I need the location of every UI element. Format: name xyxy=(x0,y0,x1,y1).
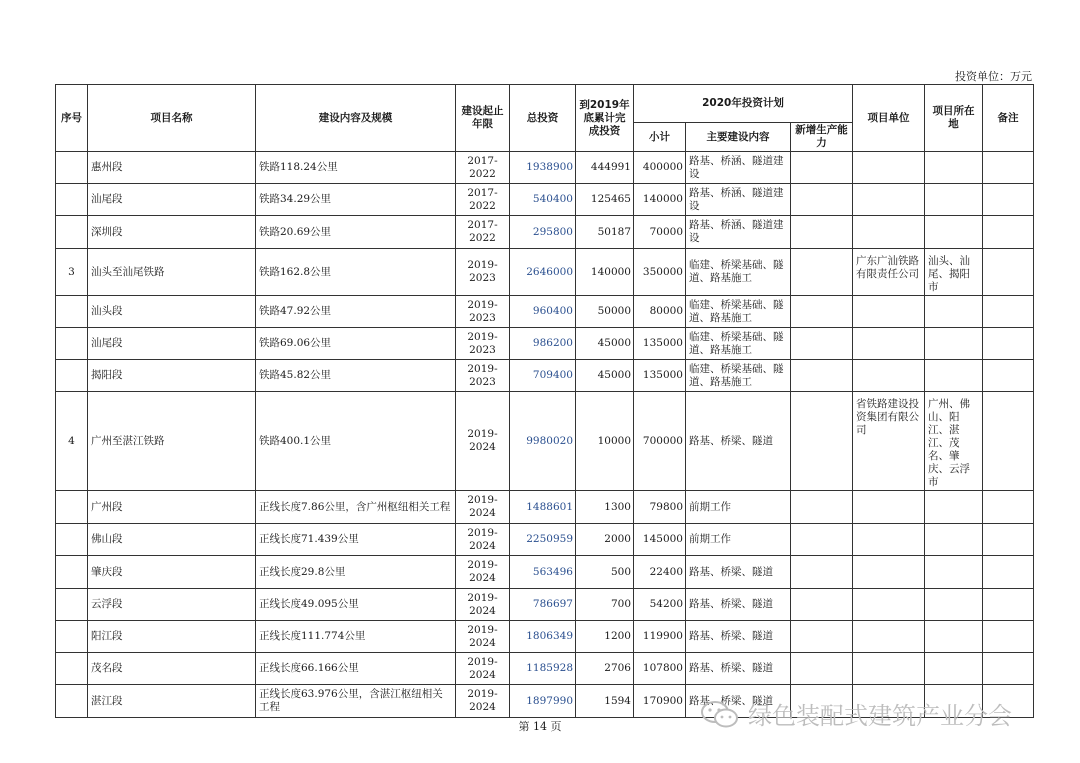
cell-subtotal: 135000 xyxy=(634,360,686,392)
cell-remark xyxy=(983,184,1034,216)
cell-main-content: 路基、桥梁、隧道 xyxy=(686,685,791,718)
cell-remark xyxy=(983,152,1034,184)
cell-seq xyxy=(56,621,88,653)
cell-years: 2019-2024 xyxy=(456,556,510,589)
cell-location xyxy=(925,296,983,328)
cell-unit xyxy=(853,621,925,653)
cell-total: 960400 xyxy=(510,296,576,328)
cell-years: 2019-2023 xyxy=(456,328,510,360)
cell-remark xyxy=(983,524,1034,556)
cell-name: 汕尾段 xyxy=(88,328,256,360)
cell-done: 45000 xyxy=(576,328,634,360)
cell-done: 45000 xyxy=(576,360,634,392)
investment-table-wrapper xyxy=(55,84,1034,718)
table-row xyxy=(56,328,1034,360)
cell-content: 铁路69.06公里 xyxy=(256,328,456,360)
header-content: 建设内容及规模 xyxy=(256,85,456,152)
cell-unit xyxy=(853,589,925,621)
cell-subtotal: 350000 xyxy=(634,249,686,296)
cell-location: 广州、佛山、阳江、湛江、茂名、肇庆、云浮市 xyxy=(925,392,983,491)
cell-subtotal: 54200 xyxy=(634,589,686,621)
cell-unit xyxy=(853,152,925,184)
wechat-icon xyxy=(700,699,740,729)
table-row xyxy=(56,556,1034,589)
cell-name: 云浮段 xyxy=(88,589,256,621)
cell-main-content: 路基、桥梁、隧道 xyxy=(686,392,791,491)
cell-content: 铁路118.24公里 xyxy=(256,152,456,184)
cell-content: 正线长度29.8公里 xyxy=(256,556,456,589)
table-row xyxy=(56,653,1034,685)
cell-done: 700 xyxy=(576,589,634,621)
cell-seq xyxy=(56,184,88,216)
cell-seq xyxy=(56,556,88,589)
cell-main-content: 前期工作 xyxy=(686,491,791,524)
header-subtotal: 小计 xyxy=(634,123,686,152)
cell-unit xyxy=(853,491,925,524)
cell-total: 2646000 xyxy=(510,249,576,296)
cell-subtotal: 700000 xyxy=(634,392,686,491)
cell-remark xyxy=(983,216,1034,249)
cell-main-content: 前期工作 xyxy=(686,524,791,556)
cell-subtotal: 119900 xyxy=(634,621,686,653)
cell-total: 1938900 xyxy=(510,152,576,184)
cell-capacity xyxy=(791,589,853,621)
cell-location xyxy=(925,589,983,621)
cell-unit xyxy=(853,524,925,556)
cell-name: 揭阳段 xyxy=(88,360,256,392)
cell-years: 2019-2023 xyxy=(456,360,510,392)
cell-content: 正线长度66.166公里 xyxy=(256,653,456,685)
cell-total: 1488601 xyxy=(510,491,576,524)
table-row xyxy=(56,216,1034,249)
table-row xyxy=(56,360,1034,392)
cell-content: 正线长度71.439公里 xyxy=(256,524,456,556)
cell-done: 1594 xyxy=(576,685,634,718)
table-row xyxy=(56,392,1034,491)
cell-subtotal: 135000 xyxy=(634,328,686,360)
cell-seq xyxy=(56,685,88,718)
table-row xyxy=(56,491,1034,524)
cell-remark xyxy=(983,491,1034,524)
header-main: 主要建设内容 xyxy=(686,123,791,152)
cell-done: 2000 xyxy=(576,524,634,556)
cell-capacity xyxy=(791,621,853,653)
cell-capacity xyxy=(791,392,853,491)
header-plan: 2020年投资计划 xyxy=(634,85,853,123)
cell-main-content: 临建、桥梁基础、隧道、路基施工 xyxy=(686,296,791,328)
watermark xyxy=(700,696,1012,731)
cell-subtotal: 107800 xyxy=(634,653,686,685)
cell-total: 1897990 xyxy=(510,685,576,718)
cell-name: 广州段 xyxy=(88,491,256,524)
header-location: 项目所在地 xyxy=(925,85,983,152)
cell-capacity xyxy=(791,556,853,589)
table-header xyxy=(56,85,1034,152)
cell-years: 2019-2024 xyxy=(456,685,510,718)
cell-capacity xyxy=(791,328,853,360)
cell-done: 10000 xyxy=(576,392,634,491)
cell-total: 563496 xyxy=(510,556,576,589)
cell-unit xyxy=(853,360,925,392)
table-body xyxy=(56,152,1034,718)
cell-main-content: 临建、桥梁基础、隧道、路基施工 xyxy=(686,328,791,360)
cell-content: 铁路47.92公里 xyxy=(256,296,456,328)
page-number: 第 14 页 xyxy=(518,720,562,733)
cell-capacity xyxy=(791,524,853,556)
cell-name: 肇庆段 xyxy=(88,556,256,589)
cell-remark xyxy=(983,621,1034,653)
cell-years: 2019-2023 xyxy=(456,249,510,296)
cell-name: 深圳段 xyxy=(88,216,256,249)
cell-total: 986200 xyxy=(510,328,576,360)
cell-capacity xyxy=(791,152,853,184)
cell-location xyxy=(925,328,983,360)
cell-seq xyxy=(56,589,88,621)
cell-content: 铁路20.69公里 xyxy=(256,216,456,249)
cell-unit xyxy=(853,653,925,685)
cell-years: 2019-2024 xyxy=(456,491,510,524)
cell-unit: 省铁路建设投资集团有限公司 xyxy=(853,392,925,491)
cell-capacity xyxy=(791,184,853,216)
cell-name: 汕尾段 xyxy=(88,184,256,216)
cell-capacity xyxy=(791,296,853,328)
cell-unit xyxy=(853,184,925,216)
table-row xyxy=(56,524,1034,556)
cell-done: 500 xyxy=(576,556,634,589)
cell-capacity xyxy=(791,249,853,296)
cell-unit xyxy=(853,556,925,589)
cell-remark xyxy=(983,328,1034,360)
cell-main-content: 路基、桥梁、隧道 xyxy=(686,589,791,621)
table-row xyxy=(56,152,1034,184)
cell-content: 铁路34.29公里 xyxy=(256,184,456,216)
cell-total: 2250959 xyxy=(510,524,576,556)
cell-name: 汕头段 xyxy=(88,296,256,328)
cell-total: 1806349 xyxy=(510,621,576,653)
cell-remark xyxy=(983,556,1034,589)
cell-seq: 4 xyxy=(56,392,88,491)
cell-name: 广州至湛江铁路 xyxy=(88,392,256,491)
cell-capacity xyxy=(791,360,853,392)
cell-seq xyxy=(56,328,88,360)
watermark-text: 绿色装配式建筑产业分会 xyxy=(748,702,1012,730)
cell-name: 阳江段 xyxy=(88,621,256,653)
cell-remark xyxy=(983,392,1034,491)
cell-content: 正线长度49.095公里 xyxy=(256,589,456,621)
cell-seq xyxy=(56,360,88,392)
cell-main-content: 路基、桥梁、隧道 xyxy=(686,621,791,653)
header-years: 建设起止年限 xyxy=(456,85,510,152)
cell-subtotal: 70000 xyxy=(634,216,686,249)
cell-years: 2019-2024 xyxy=(456,653,510,685)
cell-main-content: 临建、桥梁基础、隧道、路基施工 xyxy=(686,360,791,392)
cell-seq xyxy=(56,653,88,685)
cell-subtotal: 80000 xyxy=(634,296,686,328)
cell-total: 709400 xyxy=(510,360,576,392)
cell-seq xyxy=(56,216,88,249)
cell-subtotal: 140000 xyxy=(634,184,686,216)
table-row xyxy=(56,184,1034,216)
cell-capacity xyxy=(791,653,853,685)
cell-location xyxy=(925,556,983,589)
cell-content: 铁路45.82公里 xyxy=(256,360,456,392)
cell-content: 铁路400.1公里 xyxy=(256,392,456,491)
header-seq: 序号 xyxy=(56,85,88,152)
cell-content: 正线长度111.774公里 xyxy=(256,621,456,653)
cell-years: 2017-2022 xyxy=(456,184,510,216)
cell-total: 540400 xyxy=(510,184,576,216)
cell-location xyxy=(925,216,983,249)
cell-name: 汕头至汕尾铁路 xyxy=(88,249,256,296)
cell-remark xyxy=(983,589,1034,621)
cell-location xyxy=(925,653,983,685)
cell-years: 2019-2023 xyxy=(456,296,510,328)
table-row xyxy=(56,621,1034,653)
cell-subtotal: 79800 xyxy=(634,491,686,524)
table-row xyxy=(56,589,1034,621)
cell-total: 786697 xyxy=(510,589,576,621)
table-row xyxy=(56,249,1034,296)
cell-done: 50000 xyxy=(576,296,634,328)
cell-main-content: 临建、桥梁基础、隧道、路基施工 xyxy=(686,249,791,296)
cell-main-content: 路基、桥梁、隧道 xyxy=(686,653,791,685)
header-name: 项目名称 xyxy=(88,85,256,152)
cell-location xyxy=(925,152,983,184)
investment-unit-label: 投资单位：万元 xyxy=(955,70,1032,83)
investment-table xyxy=(55,84,1034,718)
cell-total: 9980020 xyxy=(510,392,576,491)
cell-years: 2019-2024 xyxy=(456,524,510,556)
header-capacity: 新增生产能力 xyxy=(791,123,853,152)
cell-main-content: 路基、桥涵、隧道建设 xyxy=(686,152,791,184)
cell-done: 1300 xyxy=(576,491,634,524)
cell-years: 2019-2024 xyxy=(456,621,510,653)
cell-name: 湛江段 xyxy=(88,685,256,718)
cell-name: 惠州段 xyxy=(88,152,256,184)
cell-location xyxy=(925,524,983,556)
cell-name: 茂名段 xyxy=(88,653,256,685)
cell-location xyxy=(925,621,983,653)
cell-seq xyxy=(56,491,88,524)
cell-content: 正线长度7.86公里，含广州枢纽相关工程 xyxy=(256,491,456,524)
cell-remark xyxy=(983,653,1034,685)
header-unit: 项目单位 xyxy=(853,85,925,152)
cell-remark xyxy=(983,360,1034,392)
cell-seq xyxy=(56,524,88,556)
cell-unit: 广东广汕铁路有限责任公司 xyxy=(853,249,925,296)
cell-unit xyxy=(853,328,925,360)
cell-done: 125465 xyxy=(576,184,634,216)
cell-name: 佛山段 xyxy=(88,524,256,556)
cell-done: 1200 xyxy=(576,621,634,653)
cell-location: 汕头、汕尾、揭阳市 xyxy=(925,249,983,296)
cell-location xyxy=(925,360,983,392)
header-remark: 备注 xyxy=(983,85,1034,152)
cell-remark xyxy=(983,296,1034,328)
cell-done: 50187 xyxy=(576,216,634,249)
cell-total: 1185928 xyxy=(510,653,576,685)
cell-unit xyxy=(853,296,925,328)
cell-done: 140000 xyxy=(576,249,634,296)
cell-location xyxy=(925,184,983,216)
table-row xyxy=(56,296,1034,328)
cell-seq xyxy=(56,152,88,184)
cell-years: 2017-2022 xyxy=(456,216,510,249)
header-total: 总投资 xyxy=(510,85,576,152)
cell-done: 2706 xyxy=(576,653,634,685)
cell-years: 2019-2024 xyxy=(456,392,510,491)
cell-subtotal: 170900 xyxy=(634,685,686,718)
cell-main-content: 路基、桥涵、隧道建设 xyxy=(686,216,791,249)
cell-seq: 3 xyxy=(56,249,88,296)
cell-total: 295800 xyxy=(510,216,576,249)
cell-remark xyxy=(983,249,1034,296)
cell-unit xyxy=(853,216,925,249)
cell-location xyxy=(925,491,983,524)
cell-main-content: 路基、桥梁、隧道 xyxy=(686,556,791,589)
cell-seq xyxy=(56,296,88,328)
header-done: 到2019年底累计完成投资 xyxy=(576,85,634,152)
cell-subtotal: 145000 xyxy=(634,524,686,556)
cell-content: 正线长度63.976公里，含湛江枢纽相关工程 xyxy=(256,685,456,718)
cell-capacity xyxy=(791,491,853,524)
cell-years: 2019-2024 xyxy=(456,589,510,621)
cell-subtotal: 22400 xyxy=(634,556,686,589)
cell-done: 444991 xyxy=(576,152,634,184)
cell-content: 铁路162.8公里 xyxy=(256,249,456,296)
cell-subtotal: 400000 xyxy=(634,152,686,184)
cell-capacity xyxy=(791,216,853,249)
cell-years: 2017-2022 xyxy=(456,152,510,184)
cell-main-content: 路基、桥涵、隧道建设 xyxy=(686,184,791,216)
